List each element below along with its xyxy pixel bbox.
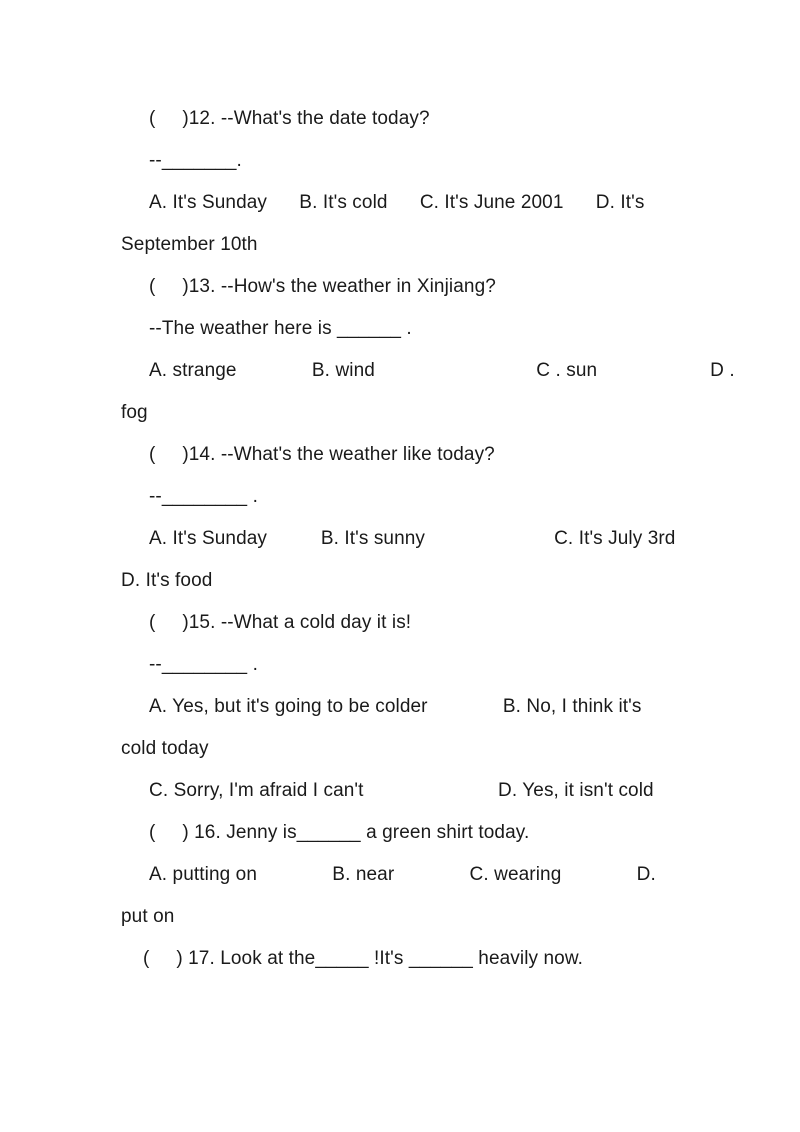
- question-17-stem: ( ) 17. Look at the_____ !It's ______ heavily now.: [143, 948, 583, 969]
- question-14-stem: ( )14. --What's the weather like today?: [149, 444, 495, 465]
- question-14-options: A. It's Sunday B. It's sunny C. It's July 3rd: [149, 528, 676, 549]
- question-15-options-wrap: cold today: [121, 738, 209, 759]
- question-12-stem: ( )12. --What's the date today?: [149, 108, 430, 129]
- question-16-stem: ( ) 16. Jenny is______ a green shirt today.: [149, 822, 530, 843]
- question-15-answer-line: --________ .: [149, 654, 258, 675]
- question-12-answer-line: --_______.: [149, 150, 242, 171]
- question-13-options-wrap: fog: [121, 402, 148, 423]
- question-13-answer-line: --The weather here is ______ .: [149, 318, 412, 339]
- question-15-options-row2: C. Sorry, I'm afraid I can't D. Yes, it isn't cold: [149, 780, 654, 801]
- question-16-options-wrap: put on: [121, 906, 175, 927]
- question-13-options: A. strange B. wind C . sun D .: [149, 360, 735, 381]
- question-16-options: A. putting on B. near C. wearing D.: [149, 864, 656, 885]
- question-15-stem: ( )15. --What a cold day it is!: [149, 612, 412, 633]
- question-14-answer-line: --________ .: [149, 486, 258, 507]
- question-14-options-wrap: D. It's food: [121, 570, 213, 591]
- question-13-stem: ( )13. --How's the weather in Xinjiang?: [149, 276, 496, 297]
- question-12-options-wrap: September 10th: [121, 234, 258, 255]
- question-15-options: A. Yes, but it's going to be colder B. No, I think it's: [149, 696, 642, 717]
- question-12-options: A. It's Sunday B. It's cold C. It's June 2001 D. It's: [149, 192, 645, 213]
